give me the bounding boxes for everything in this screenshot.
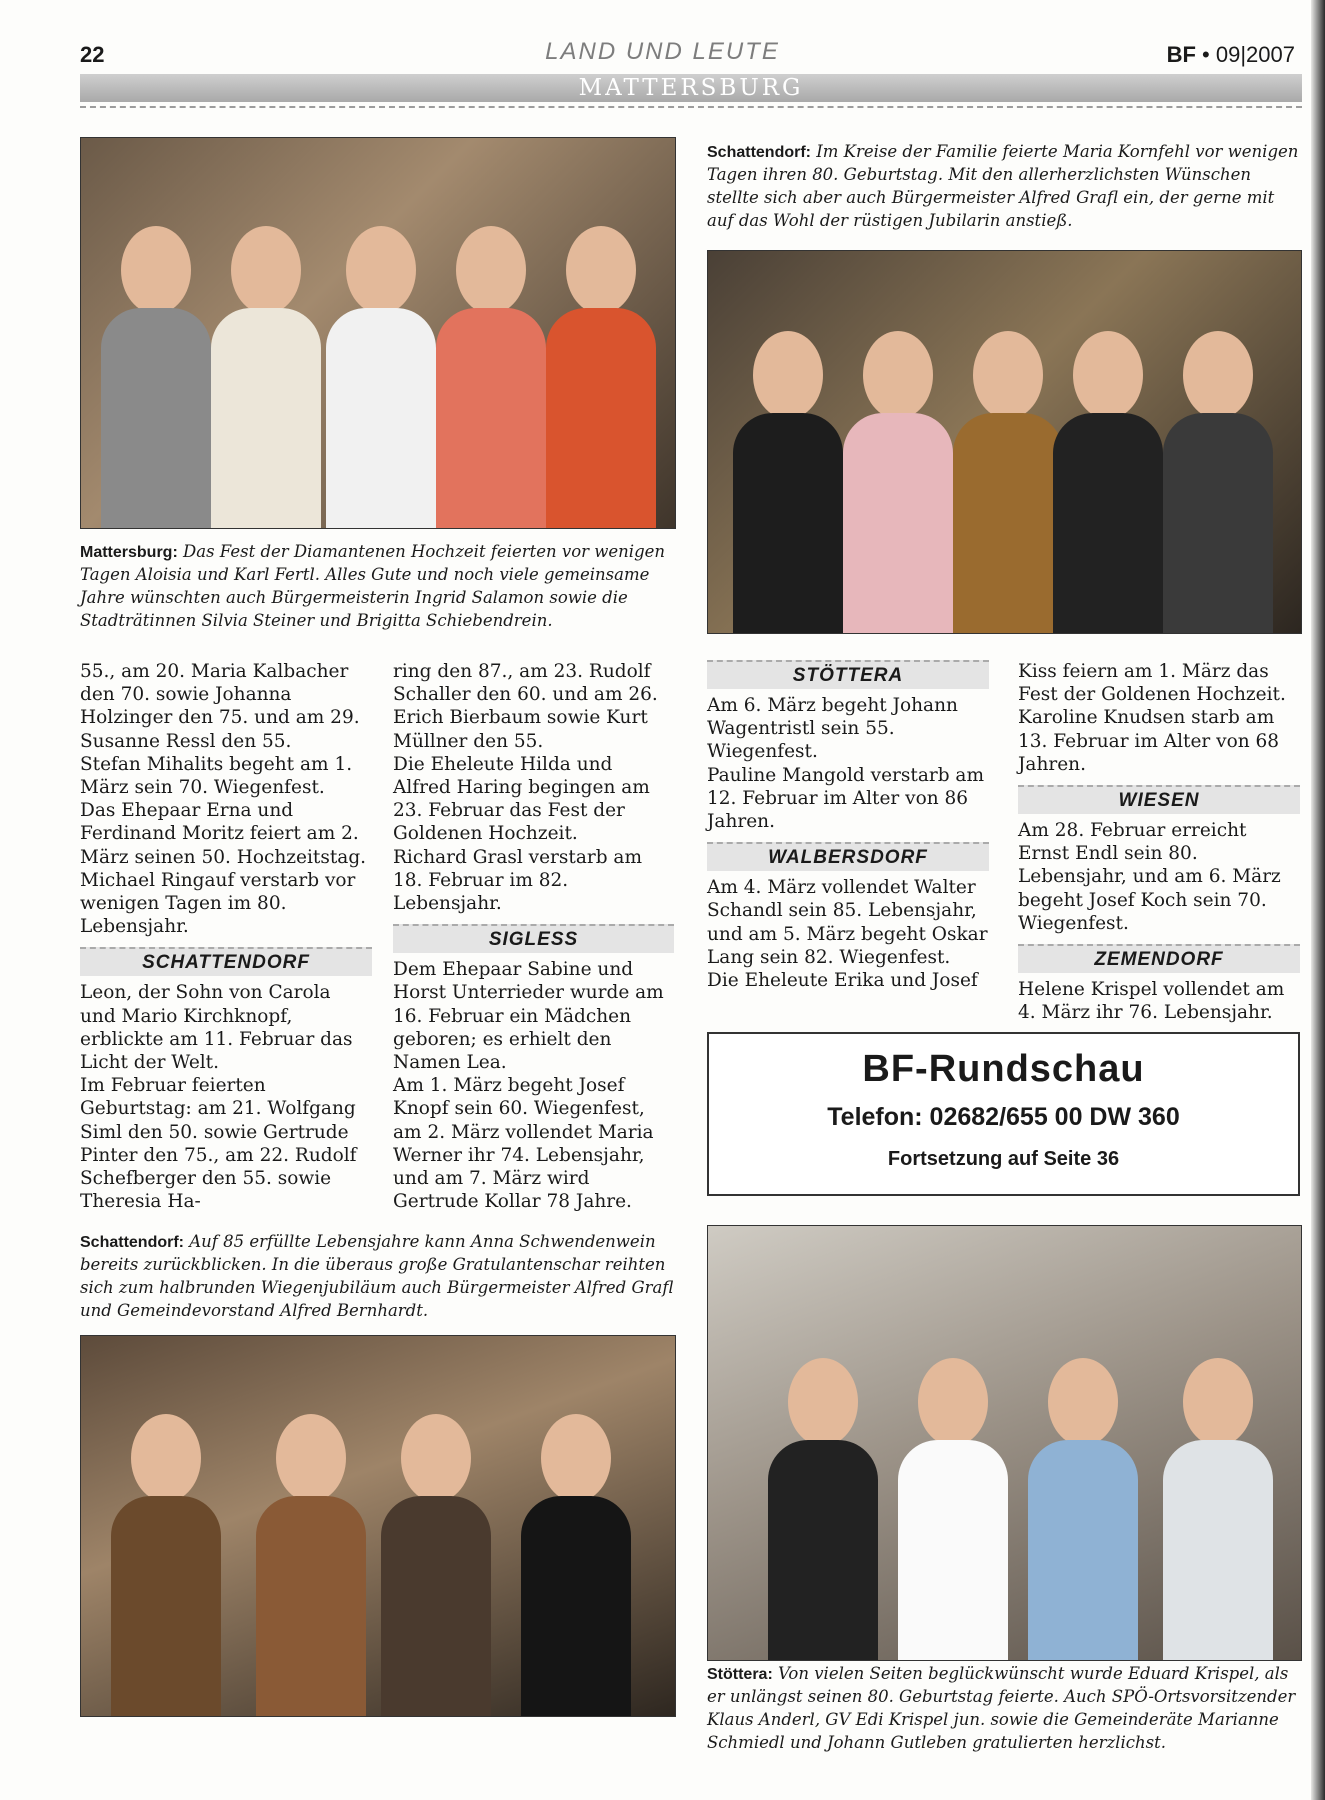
ad-phone: Telefon: 02682/655 00 DW 360 — [827, 1103, 1180, 1131]
person-figure — [521, 1414, 631, 1717]
news-paragraph: Dem Ehepaar Sabine und Horst Unterrieder wurde am 16. Februar ein Mädchen geboren; es erhielt den Namen Lea. — [393, 959, 664, 1074]
caption-text: Auf 85 erfüllte Lebensjahre kann Anna Schwendenwein bereits zurückblicken. In die überaus große Gratulantenschar reihten sich zum halbrunden Wiegenjubiläum auch Bürgermeister Alfred Grafl und Gemeindevorstand Alfred Bernhardt. — [80, 1232, 674, 1320]
article-column-3 — [707, 660, 989, 992]
news-paragraph: Die Eheleute Erika und Josef — [707, 970, 978, 992]
caption-lead: Schattendorf: — [707, 144, 811, 161]
publication-name: BF — [1166, 42, 1196, 67]
article-column-2 — [393, 660, 674, 1213]
subheading-stoettera: STÖTTERA — [707, 660, 989, 689]
subheading-schattendorf: SCHATTENDORF — [80, 947, 372, 976]
news-paragraph: Stefan Mihalits begeht am 1. März sein 70. Wiegenfest. — [80, 753, 353, 799]
header-divider — [80, 106, 1302, 108]
news-paragraph: 55., am 20. Maria Kalbacher den 70. sowie Johanna Holzinger den 75. und am 29. Susanne Ressl den 55. — [80, 661, 360, 752]
caption-lead: Stöttera: — [707, 1666, 773, 1683]
caption-stoettera — [707, 1662, 1300, 1754]
caption-mattersburg — [80, 540, 674, 632]
news-paragraph: Michael Ringauf verstarb vor wenigen Tagen im 80. Lebensjahr. — [80, 869, 356, 938]
person-figure — [101, 226, 211, 529]
photo-stoettera — [707, 1225, 1302, 1661]
subheading-wiesen: WIESEN — [1018, 785, 1300, 814]
person-figure — [381, 1414, 491, 1717]
news-paragraph: Am 1. März begeht Josef Knopf sein 60. Wiegenfest, am 2. März vollendet Maria Werner ihr 74. Lebensjahr, und am 7. März wird Gertrude Kollar 78 Jahre. — [393, 1075, 654, 1213]
person-figure — [843, 331, 953, 634]
person-figure — [1028, 1358, 1138, 1661]
person-figure — [111, 1414, 221, 1717]
photo-schattendorf-schwendenwein — [80, 1335, 676, 1717]
person-figure — [898, 1358, 1008, 1661]
person-figure — [1163, 1358, 1273, 1661]
subheading-sigless: SIGLESS — [393, 924, 674, 953]
news-paragraph: ring den 87., am 23. Rudolf Schaller den 60. und am 26. Erich Bierbaum sowie Kurt Müllner den 55. — [393, 661, 658, 752]
news-paragraph: Am 28. Februar erreicht Ernst Endl sein 80. Lebensjahr, und am 6. März begeht Josef Koch sein 70. Wiegenfest. — [1018, 820, 1281, 934]
caption-schattendorf-kornfehl — [707, 140, 1300, 232]
region-banner: MATTERSBURG — [80, 74, 1302, 102]
photo-schattendorf-kornfehl — [707, 250, 1302, 634]
issue-separator: • — [1202, 42, 1210, 67]
caption-text: Im Kreise der Familie feierte Maria Kornfehl vor wenigen Tagen ihren 80. Geburtstag. Mit den allerherzlichsten Wünschen stellte sich aber auch Bürgermeister Alfred Grafl ein, der gerne mit auf das Wohl der rüstigen Jubilarin anstieß. — [707, 142, 1299, 230]
caption-text: Das Fest der Diamantenen Hochzeit feierten vor wenigen Tagen Aloisia und Karl Fertl. Alles Gute und noch viele gemeinsame Jahre wünschten auch Bürgermeisterin Ingrid Salamon sowie die Stadträtinnen Silvia Steiner und Brigitta Schiebendrein. — [80, 542, 666, 630]
caption-schattendorf-schwendenwein — [80, 1230, 674, 1322]
person-figure — [733, 331, 843, 634]
issue-info — [1167, 42, 1295, 68]
news-paragraph: Karoline Knudsen starb am 13. Februar im Alter von 68 Jahren. — [1018, 707, 1280, 775]
news-paragraph: Die Eheleute Hilda und Alfred Haring begingen am 23. Februar das Fest der Goldenen Hochzeit. — [393, 753, 650, 845]
caption-lead: Schattendorf: — [80, 1234, 184, 1251]
news-paragraph: Am 4. März vollendet Walter Schandl sein 85. Lebensjahr, und am 5. März begeht Oskar Lang sein 82. Wiegenfest. — [707, 877, 988, 968]
news-paragraph: Richard Grasl verstarb am 18. Februar im 82. Lebensjahr. — [393, 846, 643, 915]
person-figure — [211, 226, 321, 529]
photo-mattersburg — [80, 137, 676, 529]
section-title: LAND UND LEUTE — [545, 38, 780, 65]
person-figure — [546, 226, 656, 529]
person-figure — [1053, 331, 1163, 634]
caption-text: Von vielen Seiten beglückwünscht wurde Eduard Krispel, als er unlängst seinen 80. Geburtstag feierte. Auch SPÖ-Ortsvorsitzender Klaus Anderl, GV Edi Krispel jun. sowie die Gemeinderäte Marianne Schmiedl und Johann Gutleben gratulierten herzlichst. — [707, 1664, 1296, 1752]
news-paragraph: Leon, der Sohn von Carola und Mario Kirchknopf, erblickte am 11. Februar das Licht der Welt. — [80, 982, 353, 1074]
person-figure — [326, 226, 436, 529]
person-figure — [1163, 331, 1273, 634]
article-column-4 — [1018, 660, 1300, 1024]
person-figure — [256, 1414, 366, 1717]
ad-title: BF-Rundschau — [862, 1048, 1145, 1090]
rundschau-info-box — [707, 1032, 1300, 1196]
news-paragraph: Kiss feiern am 1. März das Fest der Goldenen Hochzeit. — [1018, 661, 1286, 706]
news-paragraph: Im Februar feierten Geburtstag: am 21. Wolfgang Siml den 50. sowie Gertrude Pinter den 75., am 22. Rudolf Schefberger den 55. sowie Theresia Ha- — [80, 1075, 357, 1213]
page-edge-shadow — [1311, 0, 1325, 1800]
news-paragraph: Helene Krispel vollendet am 4. März ihr 76. Lebensjahr. — [1018, 979, 1285, 1024]
person-figure — [768, 1358, 878, 1661]
person-figure — [436, 226, 546, 529]
subheading-walbersdorf: WALBERSDORF — [707, 842, 989, 871]
article-column-1 — [80, 660, 372, 1213]
issue-number: 09|2007 — [1215, 42, 1295, 67]
news-paragraph: Am 6. März begeht Johann Wagentristl sein 55. Wiegenfest. — [707, 695, 958, 763]
person-figure — [953, 331, 1063, 634]
news-paragraph: Pauline Mangold verstarb am 12. Februar im Alter von 86 Jahren. — [707, 764, 984, 833]
caption-lead: Mattersburg: — [80, 544, 178, 561]
page-number: 22 — [80, 42, 105, 67]
ad-continued: Fortsetzung auf Seite 36 — [887, 1148, 1120, 1170]
news-paragraph: Das Ehepaar Erna und Ferdinand Moritz feiert am 2. März seinen 50. Hochzeitstag. — [80, 800, 367, 868]
subheading-zemendorf: ZEMENDORF — [1018, 944, 1300, 973]
